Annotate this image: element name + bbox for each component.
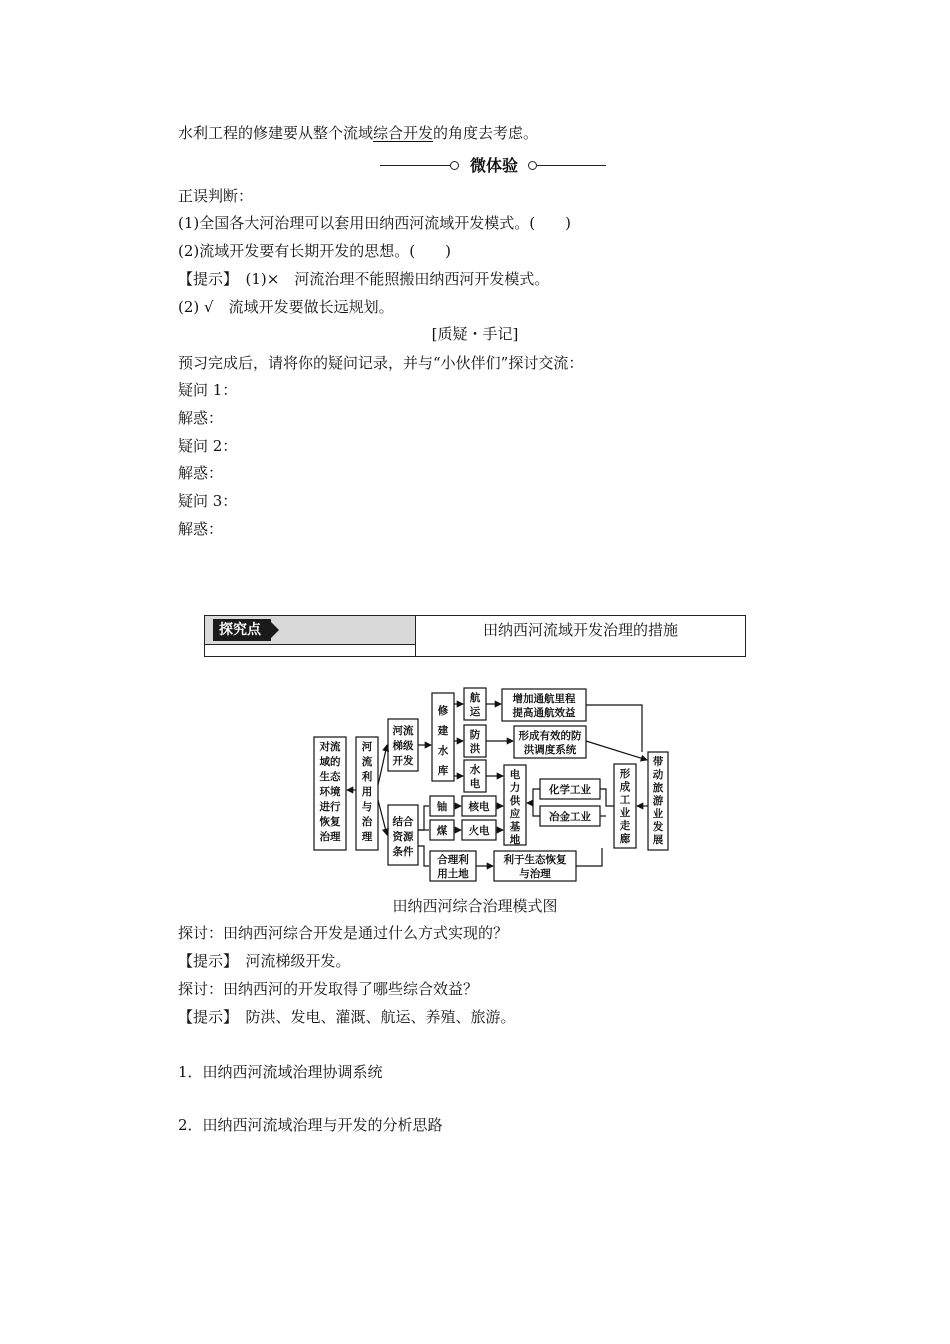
label-ship-benefit: 增加通航里程提高通航效益 bbox=[512, 693, 576, 719]
list-item-1: 1．田纳西河流域治理协调系统 bbox=[178, 1063, 383, 1081]
discuss-q2: 探讨：田纳西河的开发取得了哪些综合效益？ bbox=[178, 980, 479, 998]
label-thermal: 火电 bbox=[468, 825, 490, 837]
judge-heading: 正误判断： bbox=[178, 187, 254, 205]
label-resources: 结合资源条件 bbox=[392, 816, 414, 858]
label-metal: 冶金工业 bbox=[549, 811, 591, 823]
label-ship: 航运 bbox=[469, 692, 481, 718]
notes-a3: 解惑： bbox=[178, 520, 224, 538]
label-tourism: 带动旅游业发展 bbox=[652, 756, 664, 846]
notes-prompt: 预习完成后，请将你的疑问记录，并与“小伙伴们”探讨交流： bbox=[178, 354, 584, 372]
intro-pre: 水利工程的修建要从整个流域 bbox=[178, 124, 374, 142]
diagram-caption: 田纳西河综合治理模式图 bbox=[392, 897, 558, 915]
label-flood-benefit: 形成有效的防洪调度系统 bbox=[518, 730, 582, 756]
notes-q2: 疑问 2： bbox=[178, 437, 238, 455]
label-corridor: 形成工业走廊 bbox=[619, 768, 631, 845]
arrow-use-cascade bbox=[378, 745, 387, 785]
arrow-flood-tourism bbox=[586, 741, 647, 760]
inquiry-title: 田纳西河流域开发治理的措施 bbox=[482, 621, 678, 639]
judge-q1: (1)全国各大河治理可以套用田纳西河流域开发模式。( ) bbox=[178, 214, 571, 232]
link-res-land bbox=[418, 846, 429, 866]
link-corridor-chem bbox=[600, 789, 614, 806]
intro-post: 的角度去考虑。 bbox=[433, 124, 539, 142]
judge-hint2: (2) √ 流域开发要做长远规划。 bbox=[178, 298, 394, 316]
arrow-use-resources bbox=[378, 800, 387, 835]
label-restore: 对流域的生态环境进行恢复治理 bbox=[319, 741, 341, 843]
label-coal: 煤 bbox=[436, 825, 448, 837]
label-eco: 利于生态恢复与治理 bbox=[503, 854, 567, 880]
notes-a1: 解惑： bbox=[178, 409, 224, 427]
discuss-q1: 探讨：田纳西河综合开发是通过什么方式实现的？ bbox=[178, 924, 509, 942]
label-flood: 防洪 bbox=[469, 729, 481, 755]
diagram-labels bbox=[319, 691, 664, 880]
link-eco-up bbox=[576, 848, 602, 866]
label-hydro: 水电 bbox=[469, 764, 481, 790]
label-use: 河流利用与治理 bbox=[361, 741, 373, 843]
label-chem: 化学工业 bbox=[549, 784, 591, 796]
judge-hint1: 【提示】 (1)× 河流治理不能照搬田纳西河开发模式。 bbox=[178, 270, 550, 288]
discuss-a2: 【提示】 防洪、发电、灌溉、航运、养殖、旅游。 bbox=[178, 1008, 516, 1026]
notes-a2: 解惑： bbox=[178, 464, 224, 482]
notes-title: [质疑・手记] bbox=[431, 325, 519, 343]
label-land: 合理利用土地 bbox=[437, 854, 469, 880]
bracket-industries bbox=[533, 789, 540, 816]
discuss-a1: 【提示】 河流梯级开发。 bbox=[178, 952, 351, 970]
label-nuclear: 核电 bbox=[468, 801, 490, 813]
link-res-uranium bbox=[418, 806, 429, 830]
label-power: 电力供应基地 bbox=[509, 769, 521, 846]
notes-q3: 疑问 3： bbox=[178, 492, 238, 510]
label-reservoir: 修建水库 bbox=[437, 705, 449, 777]
inquiry-tag: 探究点 bbox=[213, 619, 271, 641]
intro-underlined: 综合开发 bbox=[373, 124, 434, 142]
list-item-2: 2．田纳西河流域治理与开发的分析思路 bbox=[178, 1116, 443, 1134]
link-ship-tourism bbox=[586, 705, 642, 752]
section-title: 微体验 bbox=[469, 156, 518, 175]
judge-q2: (2)流域开发要有长期开发的思想。( ) bbox=[178, 242, 451, 260]
label-uranium: 铀 bbox=[436, 801, 448, 813]
notes-q1: 疑问 1： bbox=[178, 381, 238, 399]
label-cascade: 河流梯级开发 bbox=[392, 725, 414, 767]
